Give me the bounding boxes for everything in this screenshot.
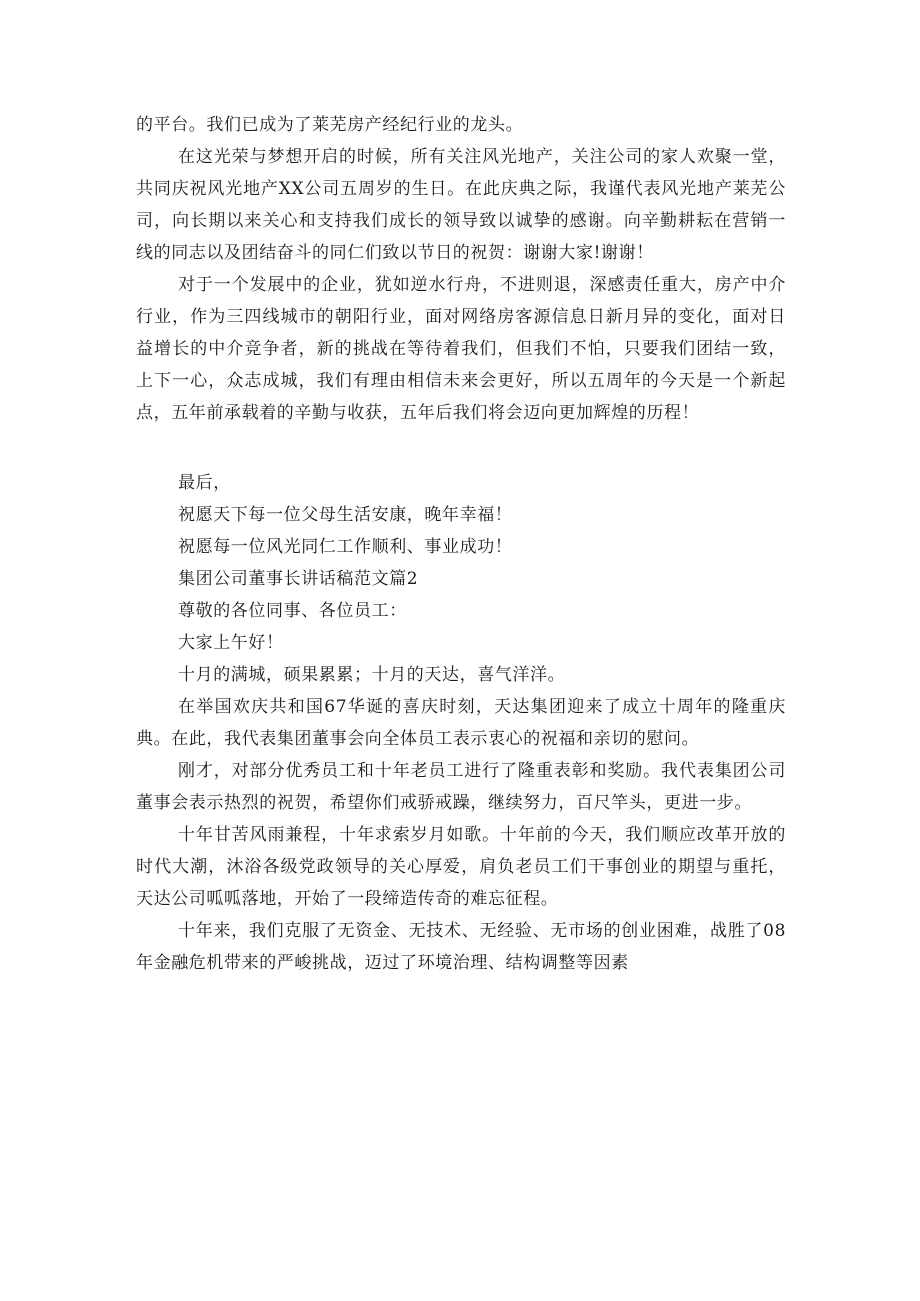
wish-line-colleagues: 祝愿每一位风光同仁工作顺利、事业成功！ xyxy=(178,537,513,557)
paragraph-anniversary: 在举国欢庆共和国67华诞的喜庆时刻，天达集团迎来了成立十周年的隆重庆典。在此，我代表集团董事会向全体员工表示衷心的祝福和亲切的慰问。 xyxy=(136,697,786,749)
closing-line: 最后， xyxy=(178,473,231,493)
paragraph-awards: 刚才，对部分优秀员工和十年老员工进行了隆重表彰和奖励。我代表集团公司董事会表示热烈的祝贺，希望你们戒骄戒躁，继续努力，百尺竿头，更进一步。 xyxy=(136,761,786,813)
salutation-line: 尊敬的各位同事、各位员工： xyxy=(178,601,407,621)
section-heading: 集团公司董事长讲话稿范文篇2 xyxy=(178,569,419,589)
wish-line-parents: 祝愿天下每一位父母生活安康，晚年幸福！ xyxy=(178,505,513,525)
paragraph-development: 对于一个发展中的企业，犹如逆水行舟，不进则退，深感责任重大，房产中介行业，作为三四线城市的朝阳行业，面对网络房客源信息日新月异的变化，面对日益增长的中介竞争者，新的挑战在等待着我们，但我们不怕，只要我们团结一致，上下一心，众志成城，我们有理由相信未来会更好，所以五周年的今天是一个新起点，五年前承载着的辛勤与收获，五年后我们将会迈向更加辉煌的历程！ xyxy=(136,275,786,423)
greeting-line: 大家上午好！ xyxy=(178,633,284,653)
paragraph-achievements: 十年来，我们克服了无资金、无技术、无经验、无市场的创业困难，战胜了08年金融危机带来的严峻挑战，迈过了环境治理、结构调整等因素 xyxy=(136,921,786,973)
document-body xyxy=(136,109,786,979)
paragraph-history: 十年甘苦风雨兼程，十年求索岁月如歌。十年前的今天，我们顺应改革开放的时代大潮，沐浴各级党政领导的关心厚爱，肩负老员工们干事创业的期望与重托，天达公司呱呱落地，开始了一段缔造传奇的难忘征程。 xyxy=(136,825,786,909)
paragraph-celebration: 在这光荣与梦想开启的时候，所有关注风光地产，关注公司的家人欢聚一堂，共同庆祝风光地产XX公司五周岁的生日。在此庆典之际，我谨代表风光地产莱芜公司，向长期以来关心和支持我们成长的领导致以诚挚的感谢。向辛勤耕耘在营销一线的同志以及团结奋斗的同仁们致以节日的祝贺：谢谢大家!谢谢！ xyxy=(136,147,786,263)
paragraph-continuation: 的平台。我们已成为了莱芜房产经纪行业的龙头。 xyxy=(136,115,524,135)
opening-line: 十月的满城，硕果累累；十月的天达，喜气洋洋。 xyxy=(178,665,566,685)
blank-gap xyxy=(136,429,786,467)
